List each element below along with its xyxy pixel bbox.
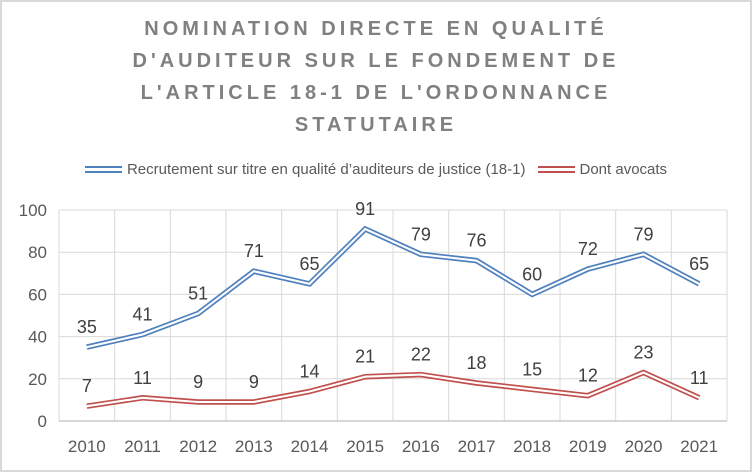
data-label-series-1: 14	[299, 361, 320, 382]
data-label-series-0: 91	[355, 198, 376, 219]
data-label-series-0: 65	[299, 253, 320, 274]
y-axis-tick-label: 100	[18, 201, 47, 220]
legend-label-recrutement: Recrutement sur titre en qualité d’auditeurs de justice (18-1)	[126, 161, 526, 178]
x-axis-tick-label: 2011	[124, 437, 161, 456]
x-axis-tick-label: 2013	[234, 437, 273, 456]
y-axis-tick-label: 80	[28, 243, 47, 263]
x-axis-tick-label: 2017	[457, 437, 496, 456]
data-label-series-1: 9	[248, 372, 259, 393]
data-label-series-0: 79	[633, 224, 654, 245]
legend-label-dont-avocats: Dont avocats	[579, 161, 668, 178]
data-label-series-0: 51	[188, 283, 209, 304]
data-label-series-1: 7	[81, 376, 92, 397]
x-axis-tick-label: 2010	[67, 437, 106, 456]
chart-title-line-2: D'AUDITEUR SUR LE FONDEMENT DE	[132, 50, 620, 72]
data-label-series-1: 18	[466, 353, 487, 374]
data-label-series-0: 79	[410, 224, 431, 245]
data-label-series-0: 41	[132, 304, 153, 325]
chart-title-line-1: NOMINATION DIRECTE EN QUALITÉ	[144, 18, 608, 40]
data-label-series-0: 71	[243, 241, 264, 262]
y-axis-tick-label: 40	[28, 327, 47, 347]
data-label-series-0: 76	[466, 230, 487, 251]
data-label-series-1: 12	[577, 365, 598, 386]
data-label-series-1: 11	[133, 367, 152, 388]
x-axis-tick-label: 2019	[568, 437, 607, 456]
y-axis-tick-label: 60	[28, 285, 47, 305]
data-label-series-1: 11	[689, 367, 709, 388]
data-label-series-1: 22	[410, 344, 431, 365]
data-label-series-1: 21	[355, 346, 376, 367]
x-axis-tick-label: 2016	[401, 437, 440, 456]
data-label-series-1: 9	[193, 372, 204, 393]
chart-title-line-3: L'ARTICLE 18-1 DE L'ORDONNANCE	[140, 82, 612, 104]
x-axis-tick-label: 2014	[290, 437, 329, 456]
data-label-series-0: 72	[577, 239, 598, 260]
x-axis-tick-label: 2020	[624, 437, 663, 456]
data-label-series-0: 65	[689, 253, 710, 274]
data-label-series-0: 60	[522, 264, 543, 285]
x-axis-tick-label: 2012	[179, 437, 218, 456]
x-axis-tick-label: 2018	[513, 437, 552, 456]
chart-title-line-4: STATUTAIRE	[294, 114, 458, 136]
data-label-series-1: 23	[633, 342, 654, 363]
y-axis-tick-label: 0	[37, 412, 47, 431]
x-axis-tick-label: 2015	[346, 437, 385, 456]
data-label-series-1: 15	[522, 359, 543, 380]
y-axis-tick-label: 20	[28, 369, 47, 389]
data-label-series-0: 35	[76, 317, 97, 338]
x-axis-tick-label: 2021	[680, 437, 719, 456]
